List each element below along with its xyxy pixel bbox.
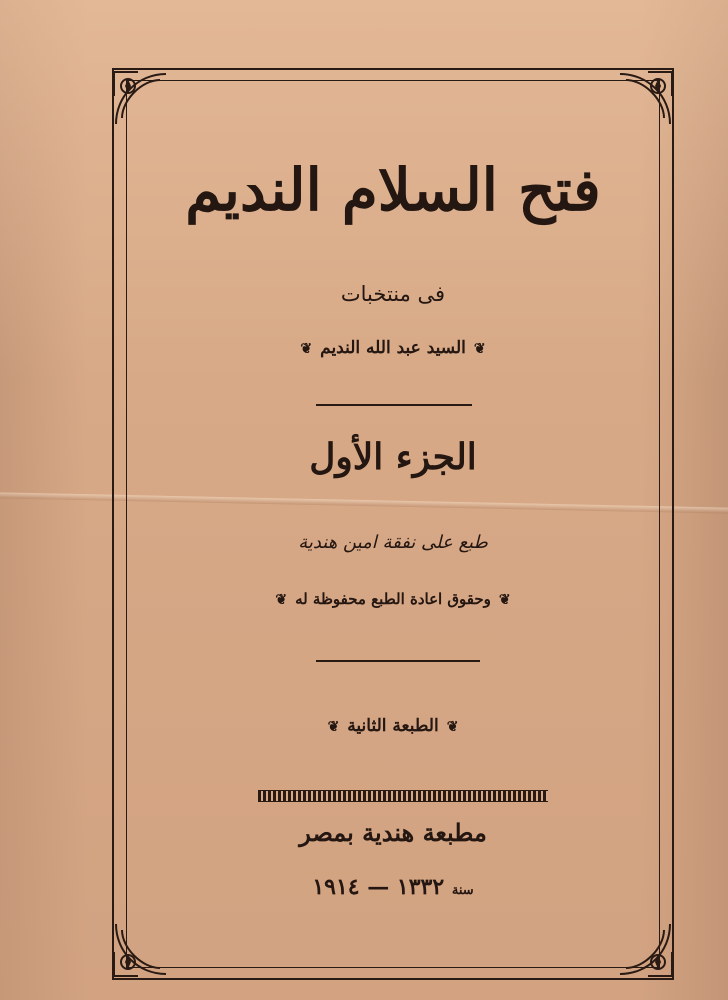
- corner-ornament-top-left: [108, 66, 174, 132]
- publication-year: [126, 874, 660, 900]
- divider-rule-middle: [316, 660, 480, 662]
- author-line: [126, 338, 660, 358]
- corner-ornament-top-right: [612, 66, 678, 132]
- subtitle: فى منتخبات: [340, 282, 446, 306]
- ornament-icon: ❦: [327, 719, 340, 735]
- volume-label: الجزء الأول: [309, 436, 477, 478]
- ornament-icon: ❦: [446, 719, 459, 735]
- ornament-icon: ❦: [473, 341, 486, 357]
- edition-text: الطبعة الثانية: [347, 716, 439, 736]
- ornament-icon: ❦: [498, 592, 511, 608]
- corner-ornament-bottom-right: [612, 916, 678, 982]
- book-title: فتح السلام النديم: [185, 156, 601, 224]
- printed-by-line: طبع على نفقة امين هندية: [298, 532, 488, 553]
- divider-rule-top: [316, 404, 472, 406]
- year-prefix: سنة: [451, 883, 474, 898]
- rights-text: وحقوق اعادة الطبع محفوظة له: [295, 590, 491, 608]
- ornament-icon: ❦: [300, 341, 313, 357]
- edition-line: [126, 716, 660, 736]
- corner-ornament-bottom-left: [108, 916, 174, 982]
- ornament-icon: ❦: [275, 592, 288, 608]
- bead-ornament-bar: [258, 790, 548, 802]
- author-name: السيد عبد الله النديم: [320, 338, 466, 358]
- publisher-press: مطبعة هندية بمصر: [299, 818, 487, 847]
- rights-line: [126, 590, 660, 608]
- year-values: ١٣٣٢ — ١٩١٤: [312, 874, 445, 900]
